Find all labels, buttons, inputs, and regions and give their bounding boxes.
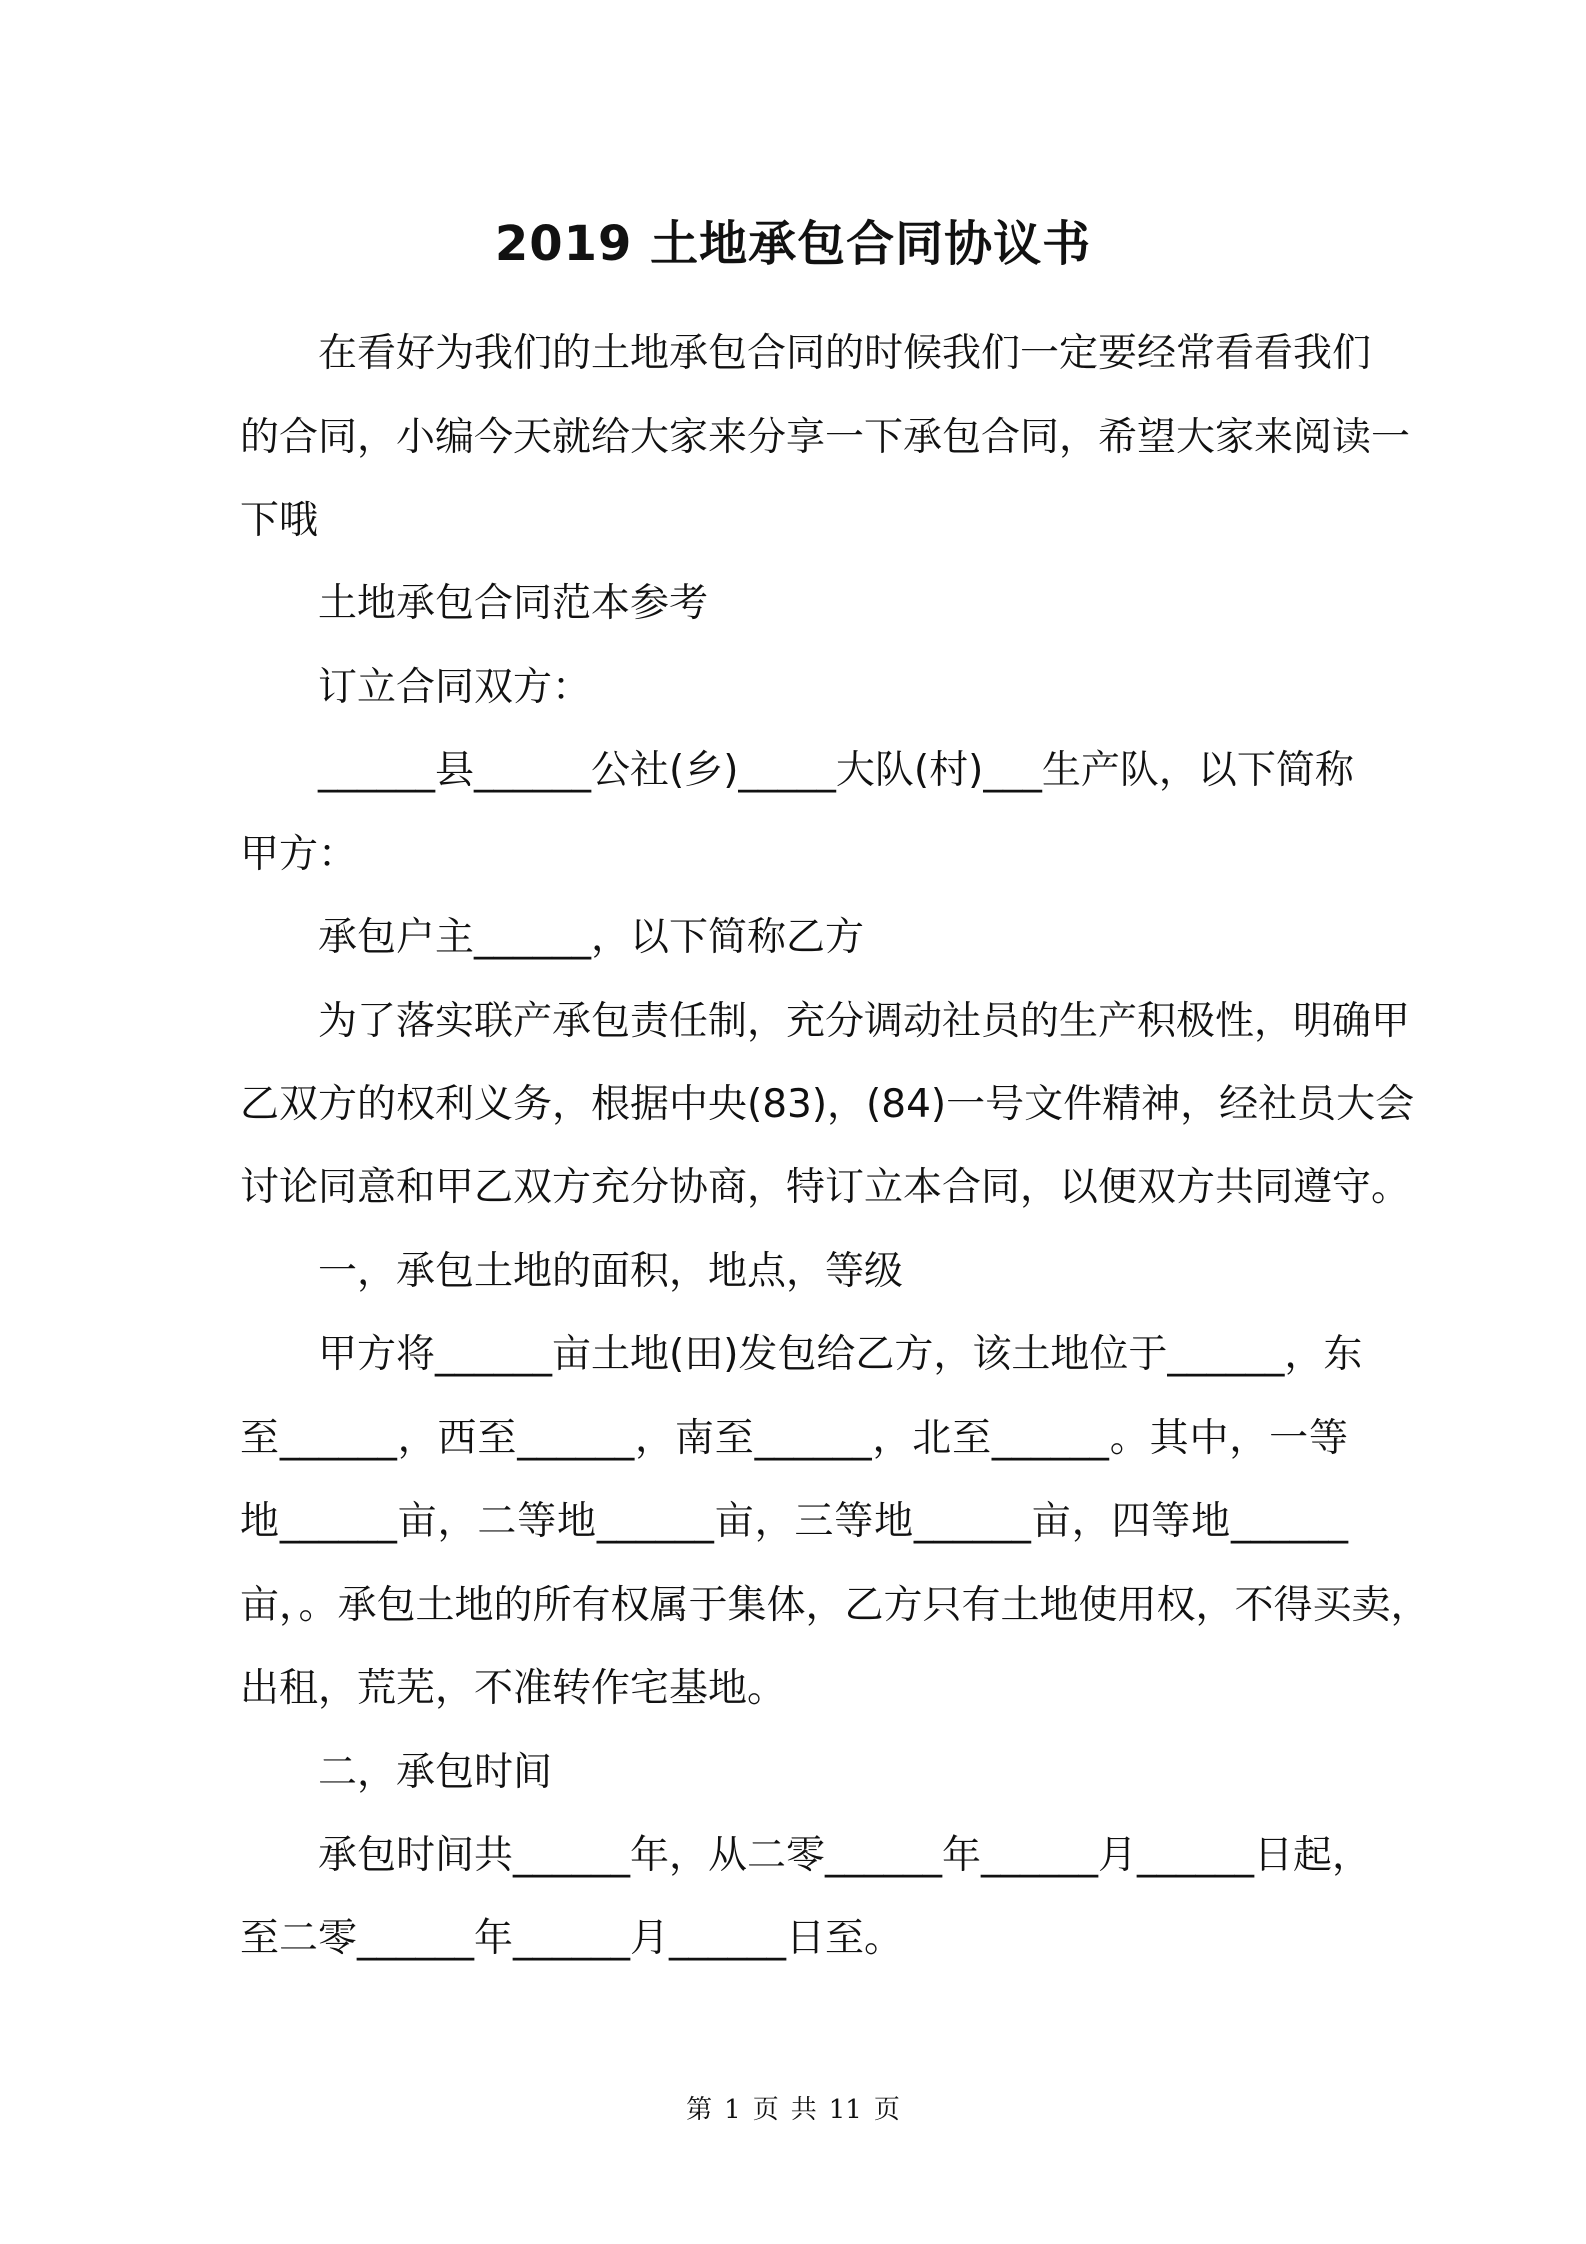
paragraph-line: 讨论同意和甲乙双方充分协商，特订立本合同，以便双方共同遵守。 <box>240 1165 1411 1210</box>
footer-label: 共 <box>790 2095 817 2125</box>
current-page-number: 1 <box>724 2095 741 2125</box>
section-heading: 一，承包土地的面积，地点，等级 <box>318 1249 904 1294</box>
paragraph-line: 在看好为我们的土地承包合同的时候我们一定要经常看看我们 <box>318 331 1372 376</box>
total-page-count: 11 <box>828 2095 862 2125</box>
paragraph-line: 为了落实联产承包责任制，充分调动社员的生产积极性，明确甲 <box>318 999 1411 1044</box>
paragraph-line: 下哦 <box>240 498 319 543</box>
section-heading: 土地承包合同范本参考 <box>318 581 709 626</box>
footer-label: 页 <box>752 2095 779 2125</box>
section-heading: 二，承包时间 <box>318 1750 553 1795</box>
paragraph-line: 承包时间共______年，从二零______年______月______日起， <box>318 1833 1372 1878</box>
paragraph-line: 甲方将______亩土地(田)发包给乙方，该土地位于______，东 <box>318 1332 1363 1377</box>
paragraph-line: 地______亩，二等地______亩，三等地______亩，四等地______ <box>240 1499 1348 1544</box>
paragraph-line: ______县______公社(乡)_____大队(村)___生产队，以下简称 <box>318 748 1354 793</box>
paragraph-line: 甲方： <box>240 832 358 877</box>
paragraph-line: 至______，西至______，南至______，北至______。其中，一等 <box>240 1416 1348 1461</box>
footer-label: 页 <box>873 2095 900 2125</box>
paragraph-line: 订立合同双方： <box>318 665 592 710</box>
paragraph-line: 的合同，小编今天就给大家来分享一下承包合同，希望大家来阅读一 <box>240 415 1411 460</box>
document-title: 2019 土地承包合同协议书 <box>494 216 1092 272</box>
paragraph-line: 乙双方的权利义务，根据中央(83)，(84)一号文件精神，经社员大会 <box>240 1082 1415 1127</box>
paragraph-line: 至二零______年______月______日至。 <box>240 1916 904 1961</box>
paragraph-line: 出租，荒芜，不准转作宅基地。 <box>240 1666 787 1711</box>
paragraph-line: 承包户主______，以下简称乙方 <box>318 915 865 960</box>
page-footer <box>0 2092 1586 2128</box>
paragraph-line: 亩，。承包土地的所有权属于集体，乙方只有土地使用权，不得买卖， <box>240 1583 1430 1628</box>
footer-label: 第 <box>686 2095 713 2125</box>
